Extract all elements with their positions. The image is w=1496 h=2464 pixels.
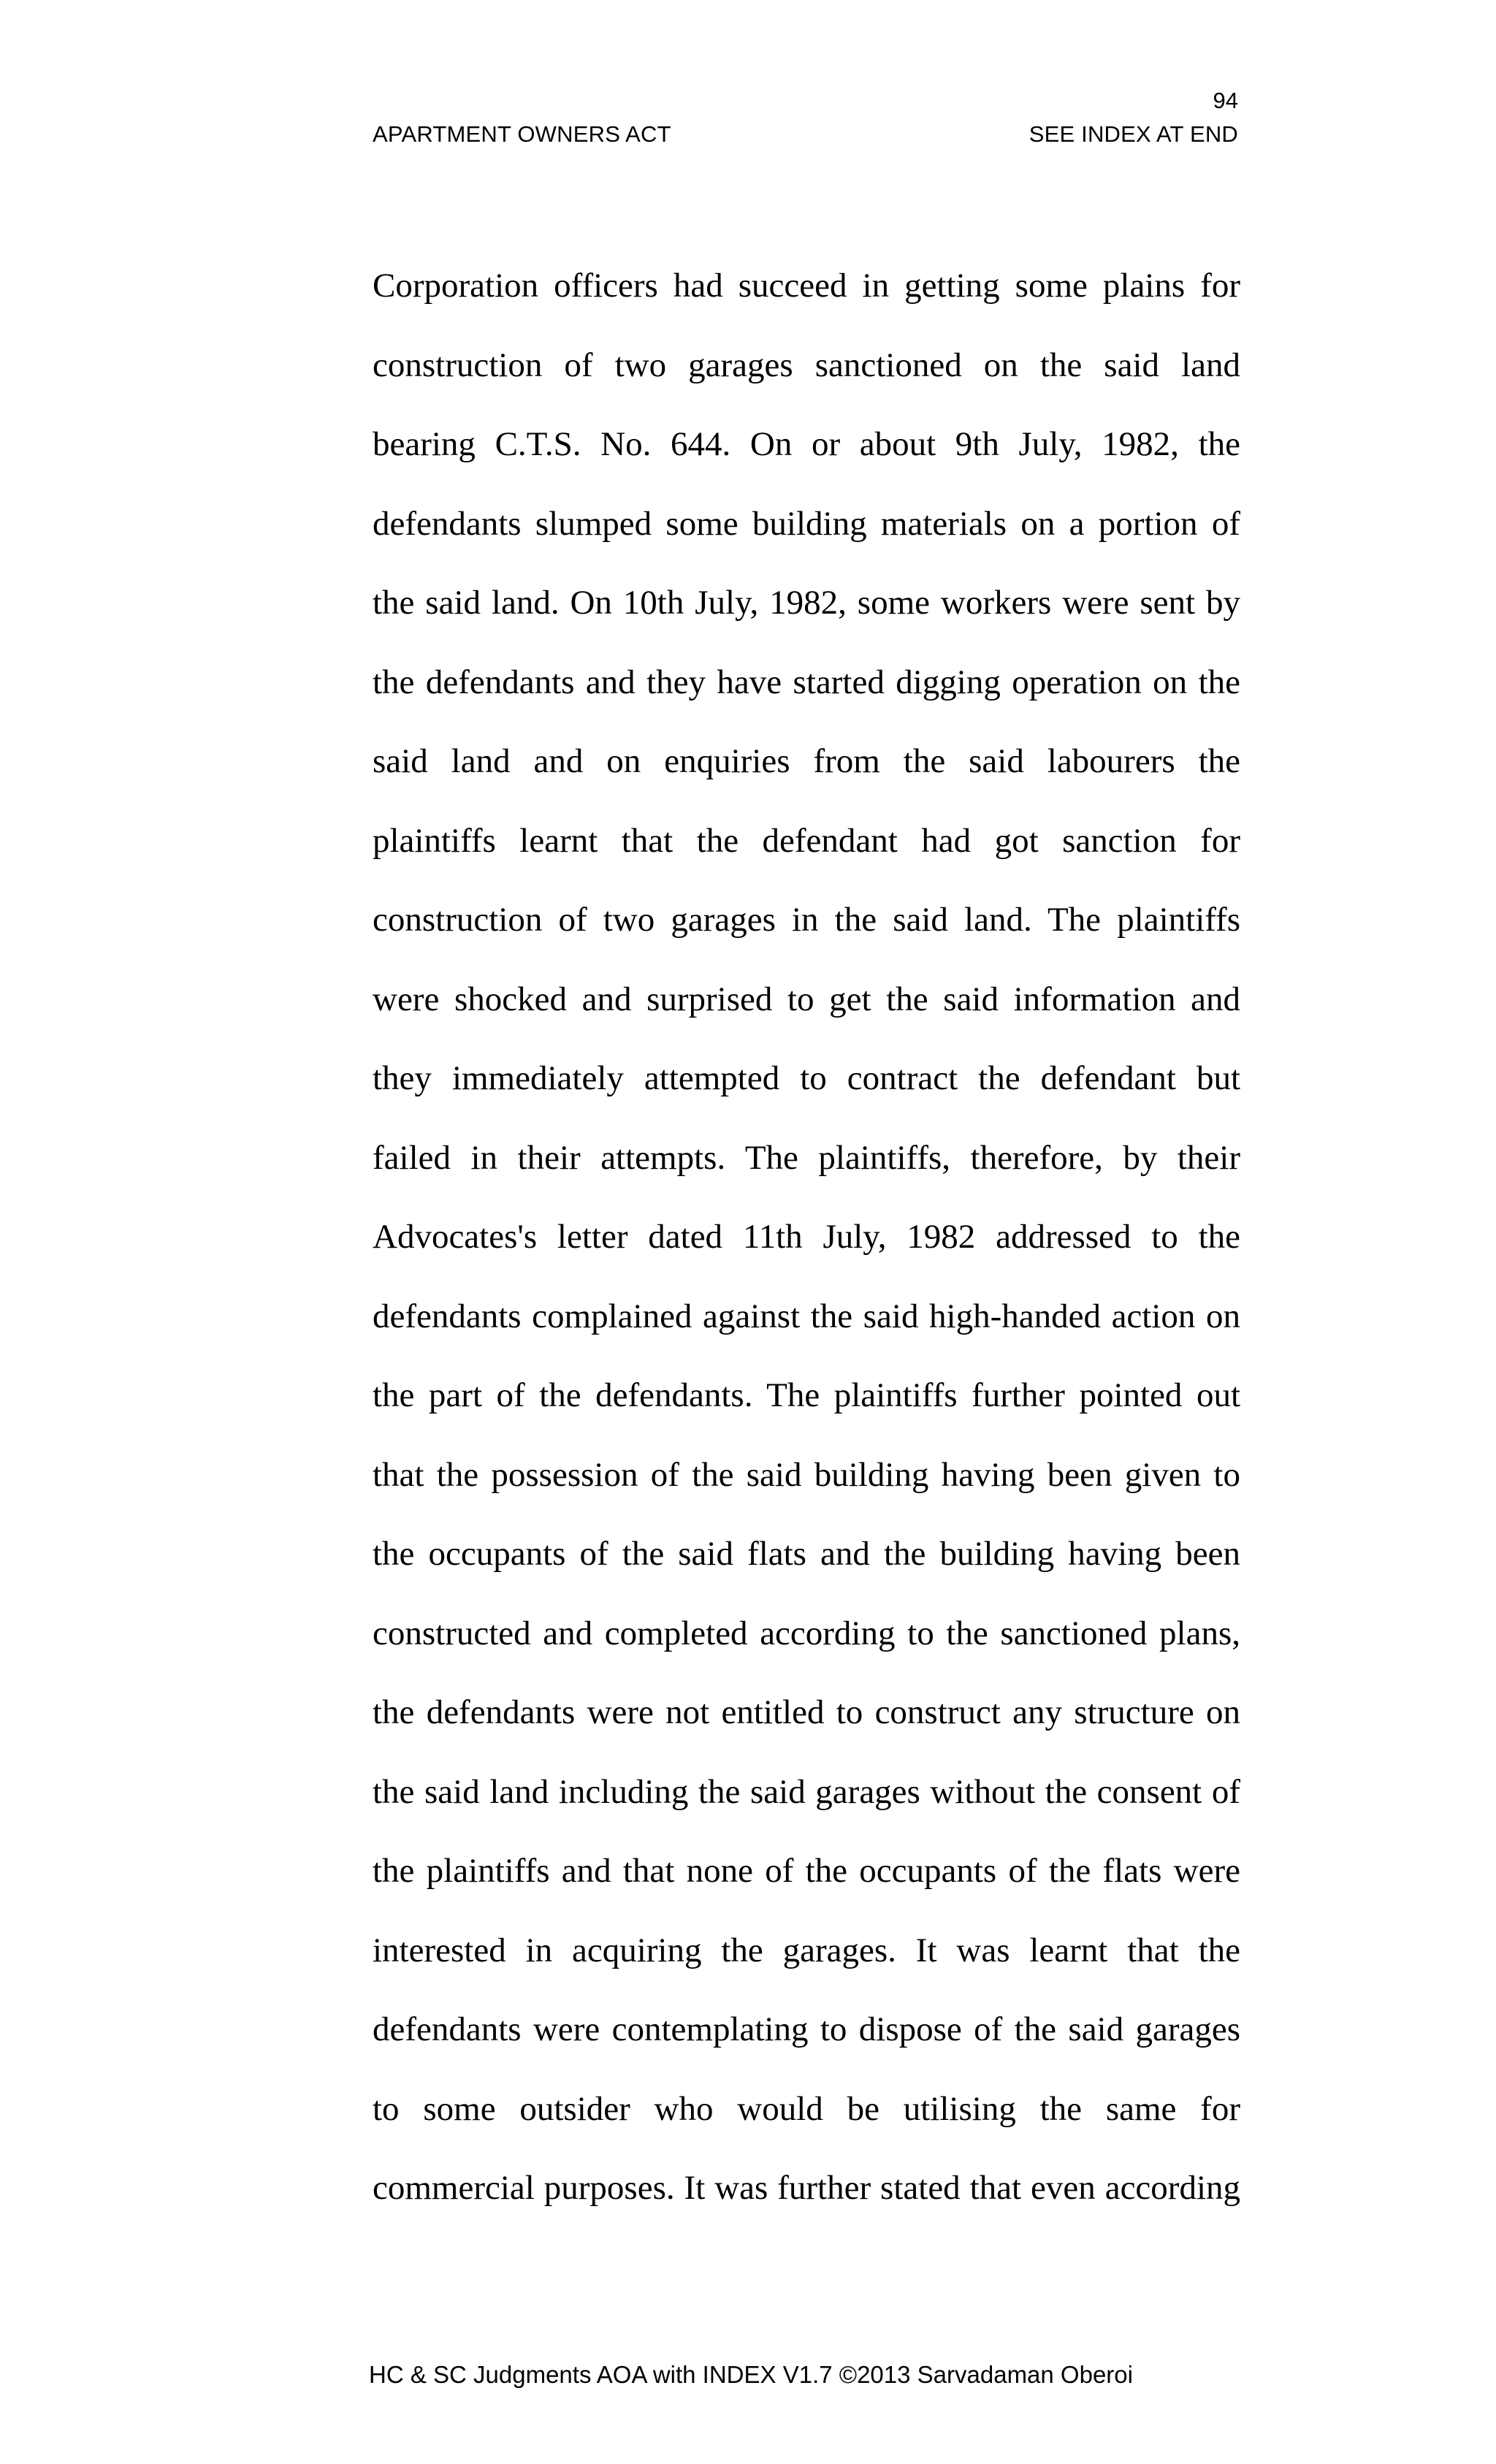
running-header-index-note: SEE INDEX AT END — [1028, 121, 1238, 147]
text-line: said land and on enquiries from the said labourers the — [373, 742, 1240, 780]
page-number: 94 — [1213, 88, 1238, 113]
text-line: they immediately attempted to contract the defendant but — [373, 1059, 1240, 1097]
text-line: constructed and completed according to the sanctioned plans, — [373, 1614, 1240, 1652]
running-header-title: APARTMENT OWNERS ACT — [373, 121, 671, 147]
page-footer: HC & SC Judgments AOA with INDEX V1.7 ©2013 Sarvadaman Oberoi — [369, 2361, 1133, 2388]
text-line: that the possession of the said building having been given to — [373, 1455, 1240, 1494]
text-line: the part of the defendants. The plaintiffs further pointed out — [373, 1376, 1240, 1414]
text-line: commercial purposes. It was further stated that even according — [373, 2169, 1240, 2207]
text-line: Corporation officers had succeed in getting some plains for — [373, 267, 1240, 305]
text-line: the defendants and they have started digging operation on the — [373, 663, 1240, 701]
text-line: defendants complained against the said high-handed action on — [373, 1297, 1240, 1335]
text-line: the occupants of the said flats and the building having been — [373, 1535, 1240, 1573]
text-line: the plaintiffs and that none of the occupants of the flats were — [373, 1852, 1240, 1890]
text-line: the said land. On 10th July, 1982, some workers were sent by — [373, 584, 1240, 622]
text-line: plaintiffs learnt that the defendant had got sanction for — [373, 821, 1240, 860]
text-line: construction of two garages sanctioned on the said land — [373, 346, 1240, 384]
text-line: the said land including the said garages without the consent of — [373, 1772, 1240, 1811]
body-paragraph — [373, 259, 1240, 2241]
text-line: the defendants were not entitled to construct any structure on — [373, 1693, 1240, 1731]
text-line: Advocates's letter dated 11th July, 1982 addressed to the — [373, 1218, 1240, 1256]
text-line: interested in acquiring the garages. It was learnt that the — [373, 1931, 1240, 1969]
text-line: bearing C.T.S. No. 644. On or about 9th July, 1982, the — [373, 425, 1240, 463]
text-line: failed in their attempts. The plaintiffs, therefore, by their — [373, 1138, 1240, 1177]
text-line: construction of two garages in the said land. The plaintiffs — [373, 901, 1240, 939]
text-line: defendants slumped some building materials on a portion of — [373, 504, 1240, 543]
text-line: were shocked and surprised to get the said information and — [373, 980, 1240, 1018]
text-line: to some outsider who would be utilising the same for — [373, 2089, 1240, 2128]
text-line: defendants were contemplating to dispose of the said garages — [373, 2010, 1240, 2048]
